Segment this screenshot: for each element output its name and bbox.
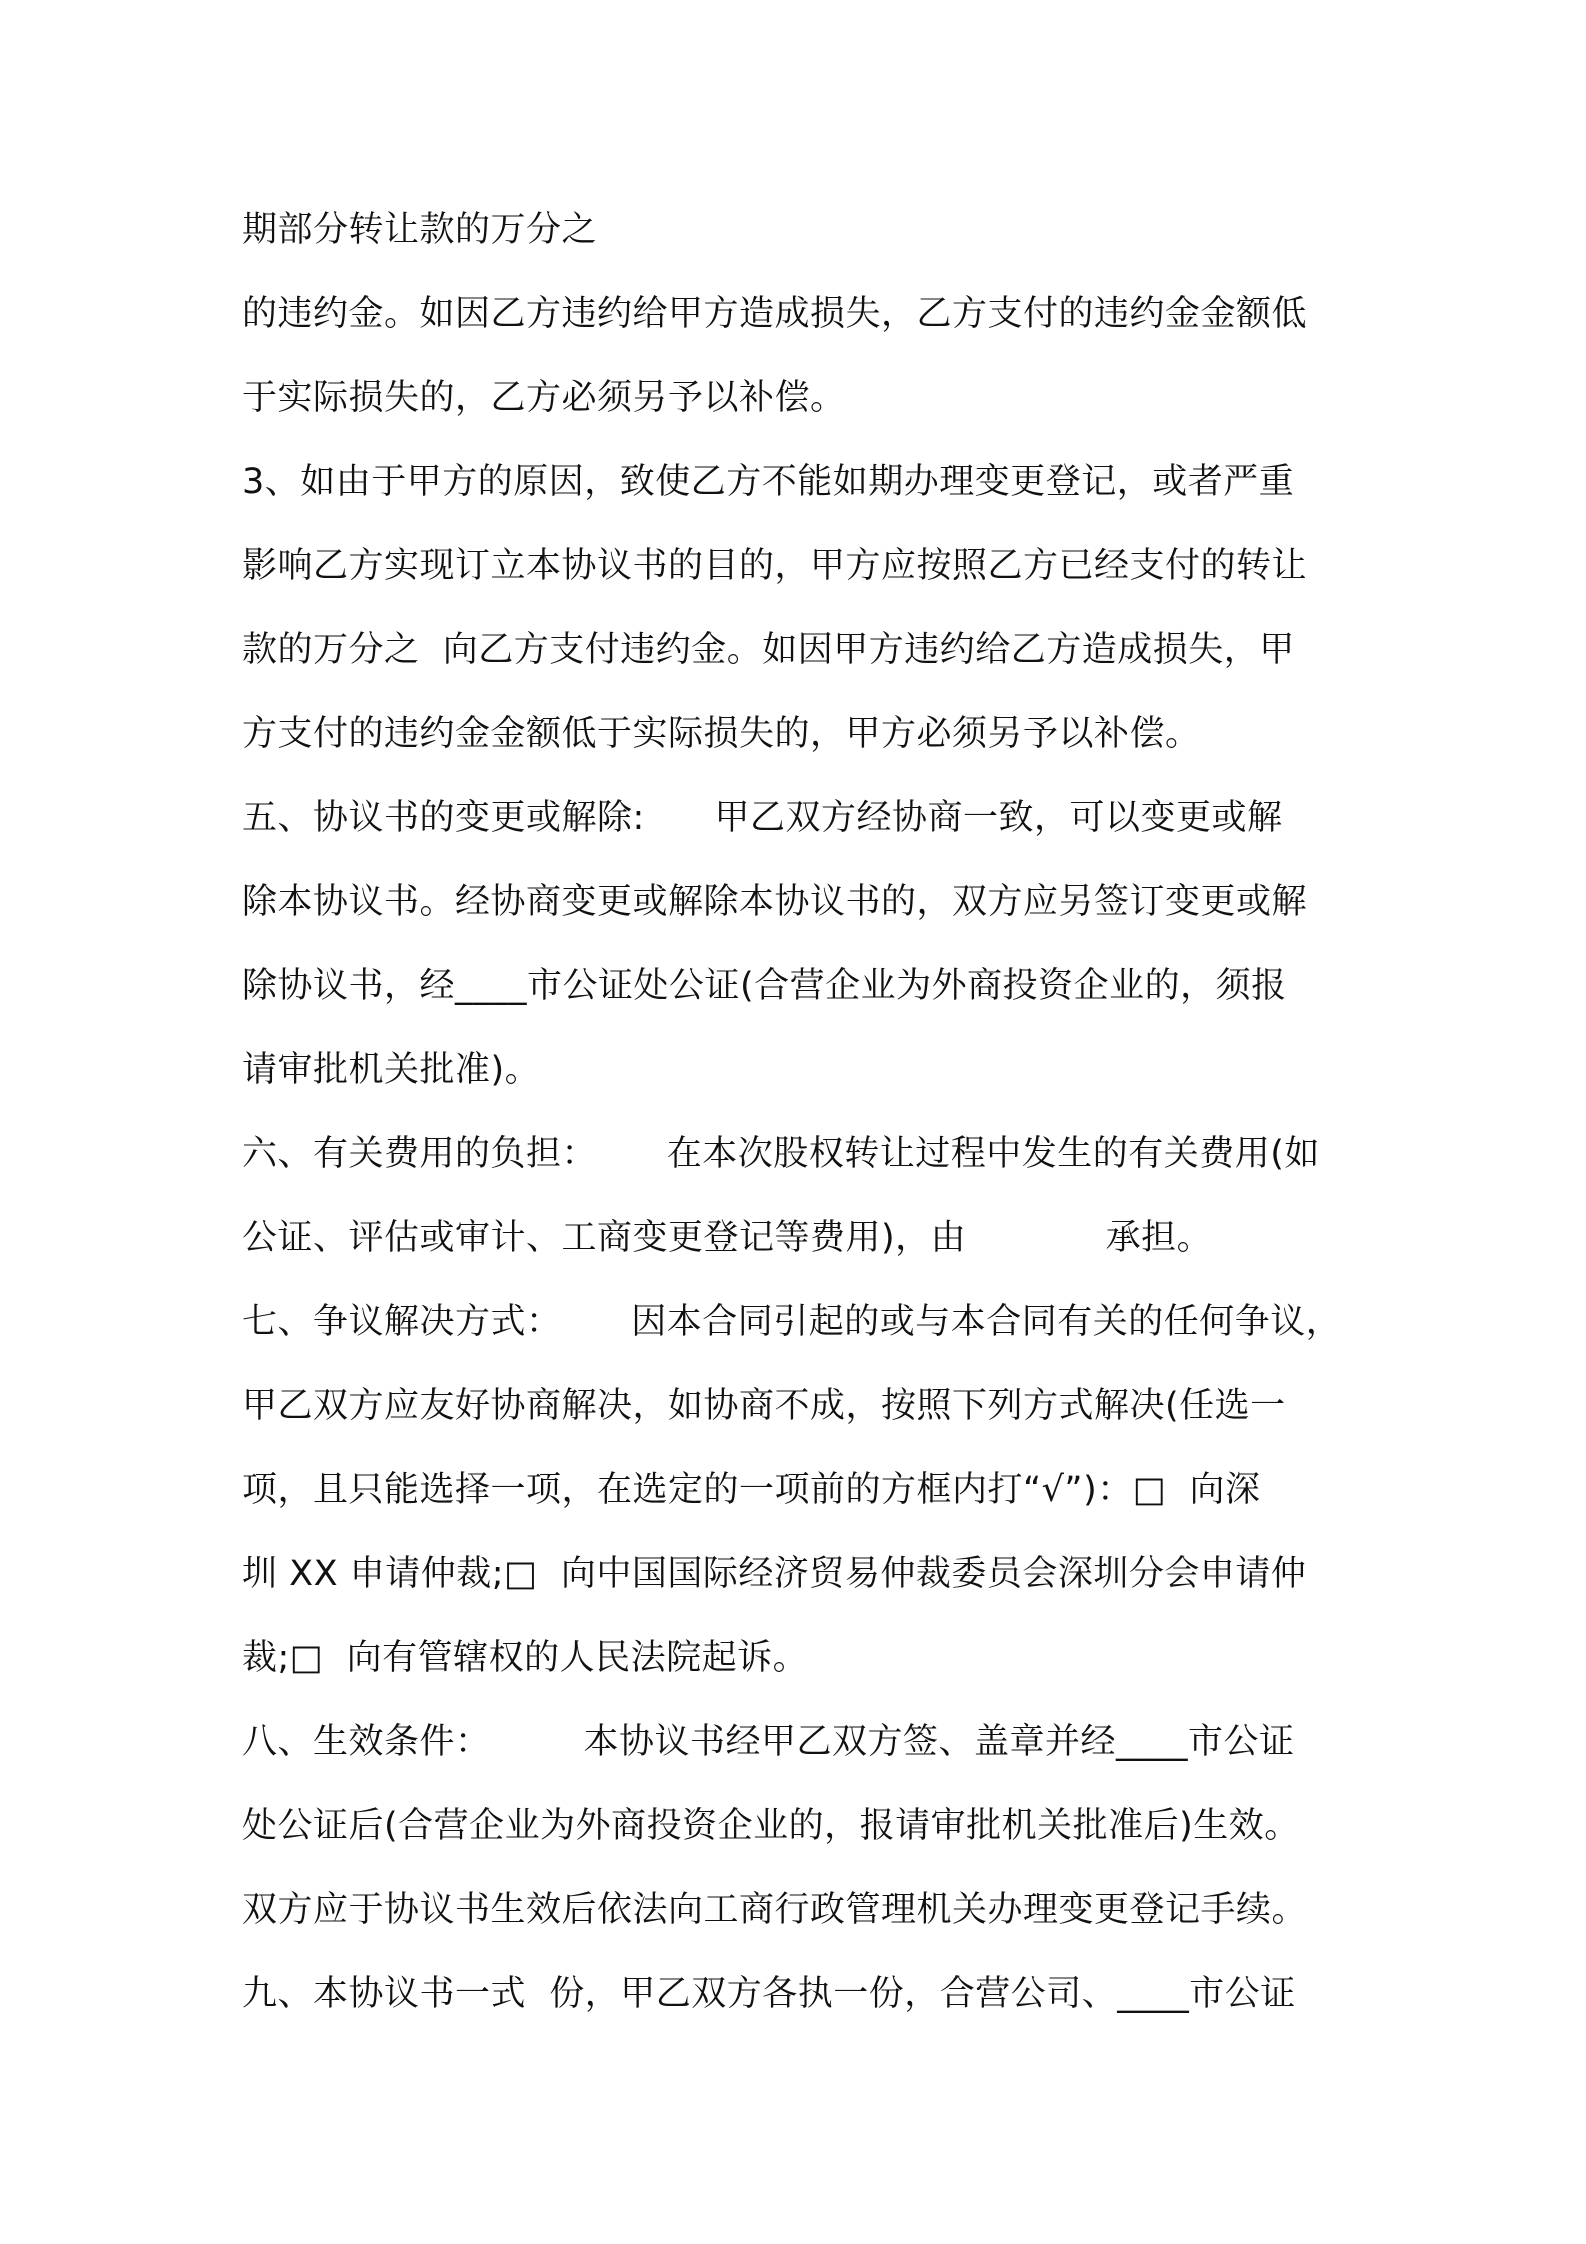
text-line: 甲乙双方应友好协商解决，如协商不成，按照下列方式解决(任选一: [242, 1386, 1286, 1426]
text-line: 期部分转让款的万分之: [242, 210, 598, 250]
text-line: 公证、评估或审计、工商变更登记等费用)，由 承担。: [242, 1218, 1213, 1258]
text-line: 六、有关费用的负担： 在本次股权转让过程中发生的有关费用(如: [242, 1134, 1320, 1174]
text-line: 圳 XX 申请仲裁;□ 向中国国际经济贸易仲裁委员会深圳分会申请仲: [242, 1554, 1307, 1594]
text-line: 除本协议书。经协商变更或解除本协议书的，双方应另签订变更或解: [242, 882, 1308, 922]
text-line: 八、生效条件： 本协议书经甲乙双方签、盖章并经____市公证: [242, 1722, 1295, 1762]
text-line: 请审批机关批准)。: [242, 1050, 541, 1090]
text-line: 处公证后(合营企业为外商投资企业的，报请审批机关批准后)生效。: [242, 1806, 1300, 1846]
text-line: 方支付的违约金金额低于实际损失的，甲方必须另予以补偿。: [242, 714, 1201, 754]
text-line: 七、争议解决方式： 因本合同引起的或与本合同有关的任何争议，: [242, 1302, 1342, 1342]
text-line: 除协议书，经____市公证处公证(合营企业为外商投资企业的，须报: [242, 966, 1287, 1006]
text-line: 3、如由于甲方的原因，致使乙方不能如期办理变更登记，或者严重: [242, 462, 1295, 502]
text-line: 裁;□ 向有管辖权的人民法院起诉。: [242, 1638, 809, 1678]
text-line: 于实际损失的，乙方必须另予以补偿。: [242, 378, 846, 418]
text-line: 款的万分之 向乙方支付违约金。如因甲方违约给乙方造成损失，甲: [242, 630, 1295, 670]
text-line: 项，且只能选择一项，在选定的一项前的方框内打“√”)：□ 向深: [242, 1470, 1261, 1510]
text-line: 九、本协议书一式 份，甲乙双方各执一份，合营公司、____市公证: [242, 1974, 1296, 2014]
text-line: 双方应于协议书生效后依法向工商行政管理机关办理变更登记手续。: [242, 1890, 1308, 1930]
text-line: 的违约金。如因乙方违约给甲方造成损失，乙方支付的违约金金额低: [242, 294, 1308, 334]
text-line: 影响乙方实现订立本协议书的目的，甲方应按照乙方已经支付的转让: [242, 546, 1308, 586]
text-line: 五、协议书的变更或解除: 甲乙双方经协商一致，可以变更或解: [242, 798, 1283, 838]
